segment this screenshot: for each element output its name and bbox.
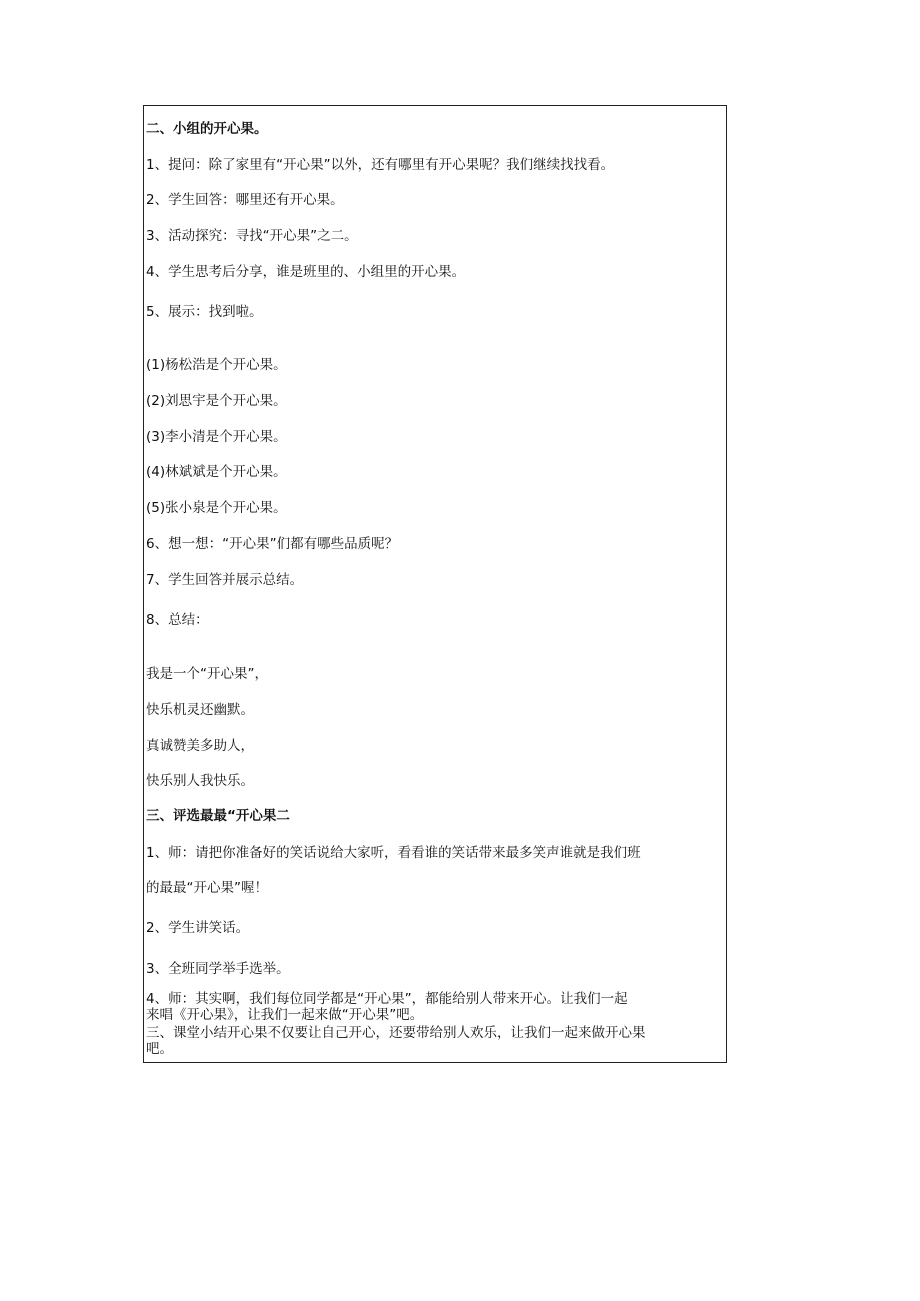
section2-item-5: 5、展示：找到啦。 (146, 304, 263, 320)
section2-item-4: 4、学生思考后分享，谁是班里的、小组里的开心果。 (146, 264, 466, 280)
poem-line-2: 快乐机灵还幽默。 (146, 702, 254, 718)
section2-item-7: 7、学生回答并展示总结。 (146, 572, 304, 588)
poem-line-1: 我是一个“开心果”， (146, 666, 268, 682)
section2-heading: 二、小组的开心果。 (146, 121, 268, 137)
summary-line-2: 吧。 (146, 1041, 173, 1057)
section2-item-2: 2、学生回答：哪里还有开心果。 (146, 192, 344, 208)
section2-item-3: 3、活动探究：寻找“开心果”之二。 (146, 228, 358, 244)
section2-item-6: 6、想一想：“开心果”们都有哪些品质呢？ (146, 536, 399, 552)
poem-line-3: 真诚赞美多助人， (146, 738, 254, 754)
poem-line-4: 快乐别人我快乐。 (146, 773, 254, 789)
section3-item-1-line-1: 1、师：请把你准备好的笑话说给大家听，看看谁的笑话带来最多笑声谁就是我们班 (146, 845, 641, 861)
summary-line-1: 三、课堂小结开心果不仅要让自己开心，还要带给别人欢乐，让我们一起来做开心果 (146, 1025, 646, 1041)
section2-item-8: 8、总结： (146, 612, 209, 628)
section3-item-4-line-1: 4、师：其实啊，我们每位同学都是“开心果”，都能给别人带来开心。让我们一起 (146, 991, 628, 1007)
found-item-5: (5)张小泉是个开心果。 (146, 500, 287, 516)
section2-item-1: 1、提问：除了家里有“开心果”以外，还有哪里有开心果呢？我们继续找找看。 (146, 157, 615, 173)
section3-item-3: 3、全班同学举手选举。 (146, 961, 290, 977)
section3-item-2: 2、学生讲笑话。 (146, 920, 250, 936)
found-item-1: (1)杨松浩是个开心果。 (146, 357, 287, 373)
found-item-2: (2)刘思宇是个开心果。 (146, 393, 287, 409)
section3-item-1-line-2: 的最最“开心果”喔！ (146, 880, 268, 896)
section3-item-4-line-2: 来唱《开心果》，让我们一起来做“开心果”吧。 (146, 1007, 424, 1023)
found-item-4: (4)林斌斌是个开心果。 (146, 464, 287, 480)
found-item-3: (3)李小清是个开心果。 (146, 429, 287, 445)
section3-heading: 三、评选最最“开心果二 (146, 808, 290, 824)
